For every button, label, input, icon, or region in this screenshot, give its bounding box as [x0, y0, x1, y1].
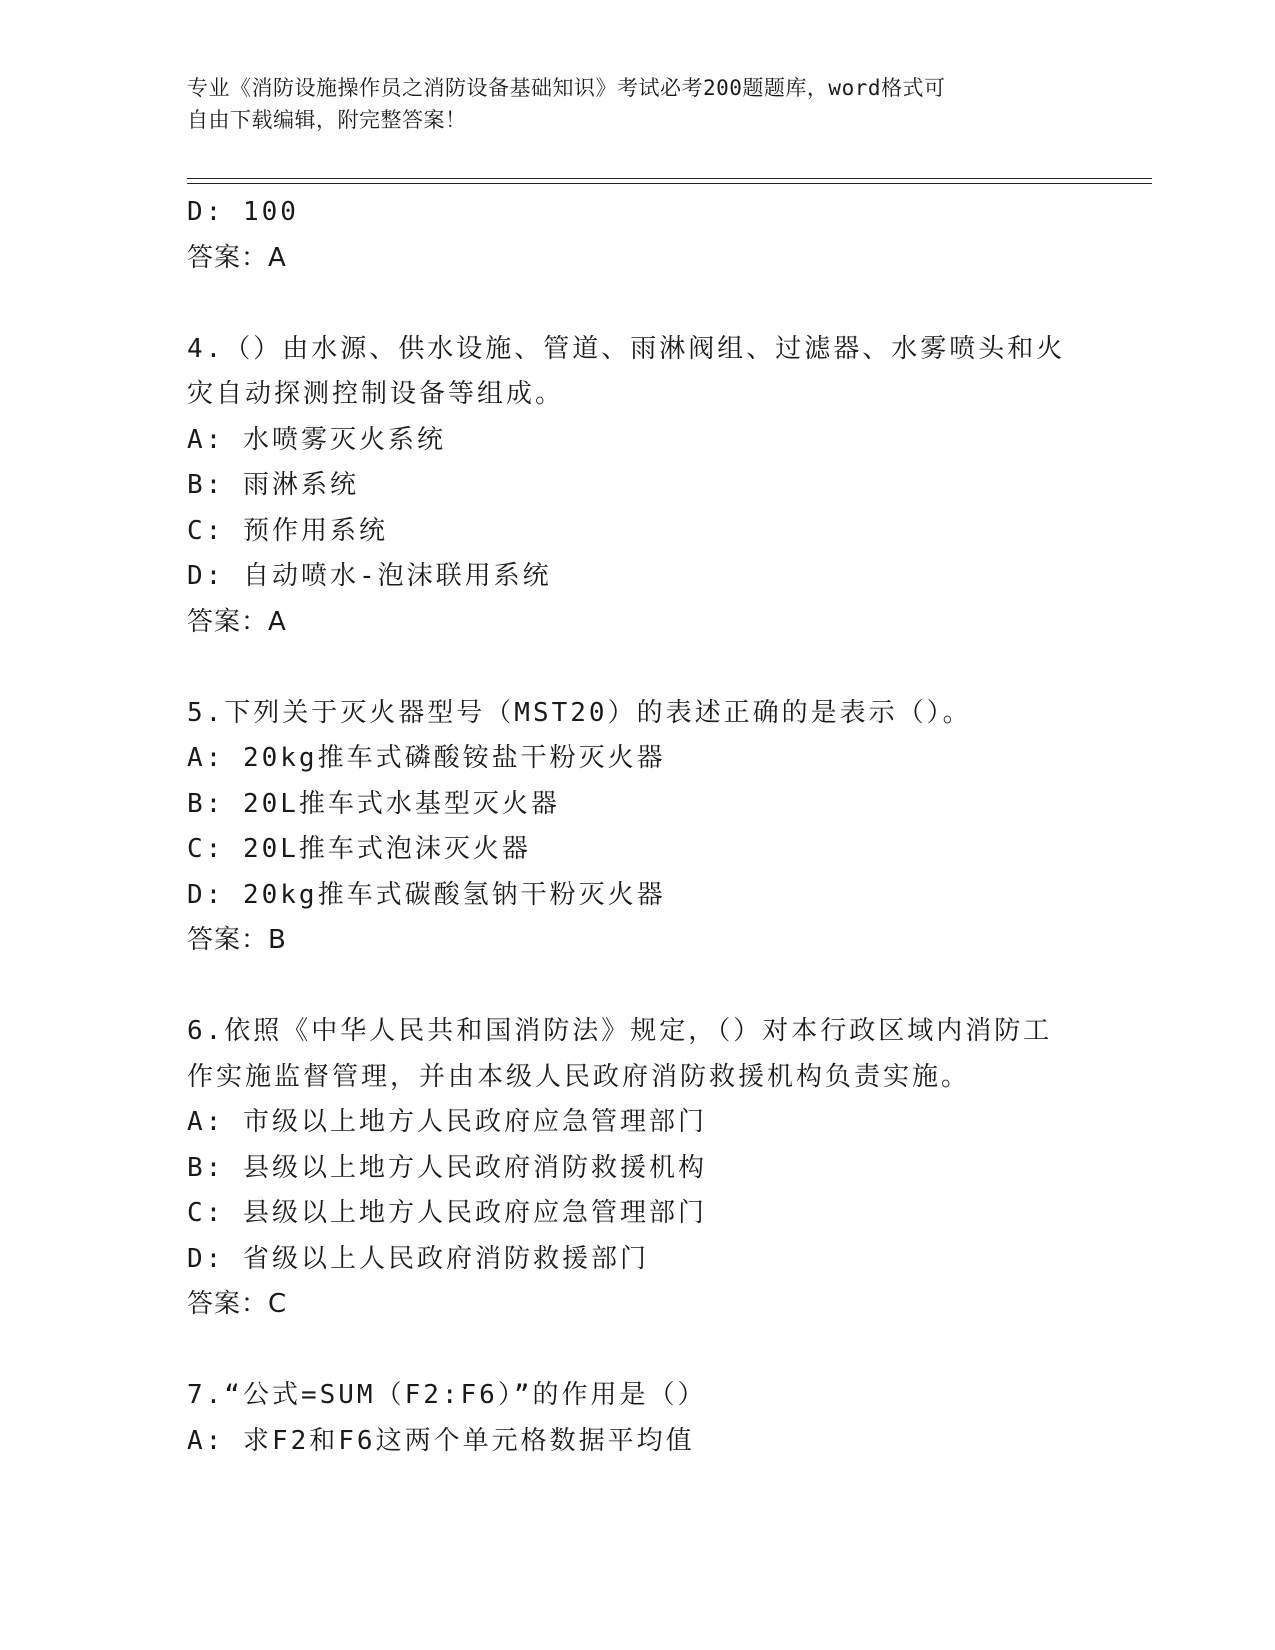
question-7: [187, 1373, 1087, 1464]
question-stem-continued: 灾自动探测控制设备等组成。: [187, 379, 565, 409]
question-4: [187, 327, 1087, 646]
option-b: B: 县级以上地方人民政府消防救援机构: [187, 1152, 707, 1183]
option-c: C: 20L推车式泡沫灭火器: [187, 834, 531, 864]
option-c: C: 县级以上地方人民政府应急管理部门: [187, 1198, 707, 1228]
question-6: [187, 1009, 1087, 1328]
header-line-1: 专业《消防设施操作员之消防设备基础知识》考试必考200题题库，word格式可: [187, 76, 946, 100]
question-list: [187, 190, 1087, 1464]
option-d: D: 自动喷水-泡沫联用系统: [187, 561, 552, 591]
option-d: D: 100: [187, 197, 299, 227]
option-d: D: 省级以上人民政府消防救援部门: [187, 1243, 649, 1274]
option-a: A: 求F2和F6这两个单元格数据平均值: [187, 1425, 695, 1456]
option-a: A: 市级以上地方人民政府应急管理部门: [187, 1107, 707, 1137]
answer-line: 答案：A: [187, 606, 287, 637]
option-b: B: 20L推车式水基型灭火器: [187, 788, 560, 819]
question-stem: 5.下列关于灭火器型号（MST20）的表述正确的是表示（）。: [187, 697, 972, 728]
question-stem: 4.（）由水源、供水设施、管道、雨淋阀组、过滤器、水雾喷头和火: [187, 333, 1066, 364]
spacer: [187, 964, 1087, 1010]
header-divider-top: [187, 178, 1152, 179]
option-c: C: 预作用系统: [187, 515, 388, 546]
question-5: [187, 691, 1087, 964]
option-a: A: 20kg推车式磷酸铵盐干粉灭火器: [187, 743, 666, 773]
spacer: [187, 281, 1087, 327]
question-stem: 6.依照《中华人民共和国消防法》规定，（）对本行政区域内消防工: [187, 1016, 1053, 1046]
option-b: B: 雨淋系统: [187, 470, 359, 500]
page-header: [187, 72, 1067, 136]
answer-line: 答案：B: [187, 925, 287, 955]
answer-line: 答案：C: [187, 1289, 288, 1319]
header-line-2: 自由下载编辑，附完整答案！: [187, 108, 467, 132]
answer-line: 答案：A: [187, 242, 287, 273]
spacer: [187, 645, 1087, 691]
header-divider-bottom: [187, 183, 1152, 184]
option-a: A: 水喷雾灭火系统: [187, 424, 446, 455]
question-stem: 7.“公式=SUM（F2:F6）”的作用是（）: [187, 1380, 707, 1410]
previous-question-tail: [187, 190, 1087, 281]
option-d: D: 20kg推车式碳酸氢钠干粉灭火器: [187, 879, 666, 910]
spacer: [187, 1328, 1087, 1374]
question-stem-continued: 作实施监督管理，并由本级人民政府消防救援机构负责实施。: [187, 1061, 971, 1092]
